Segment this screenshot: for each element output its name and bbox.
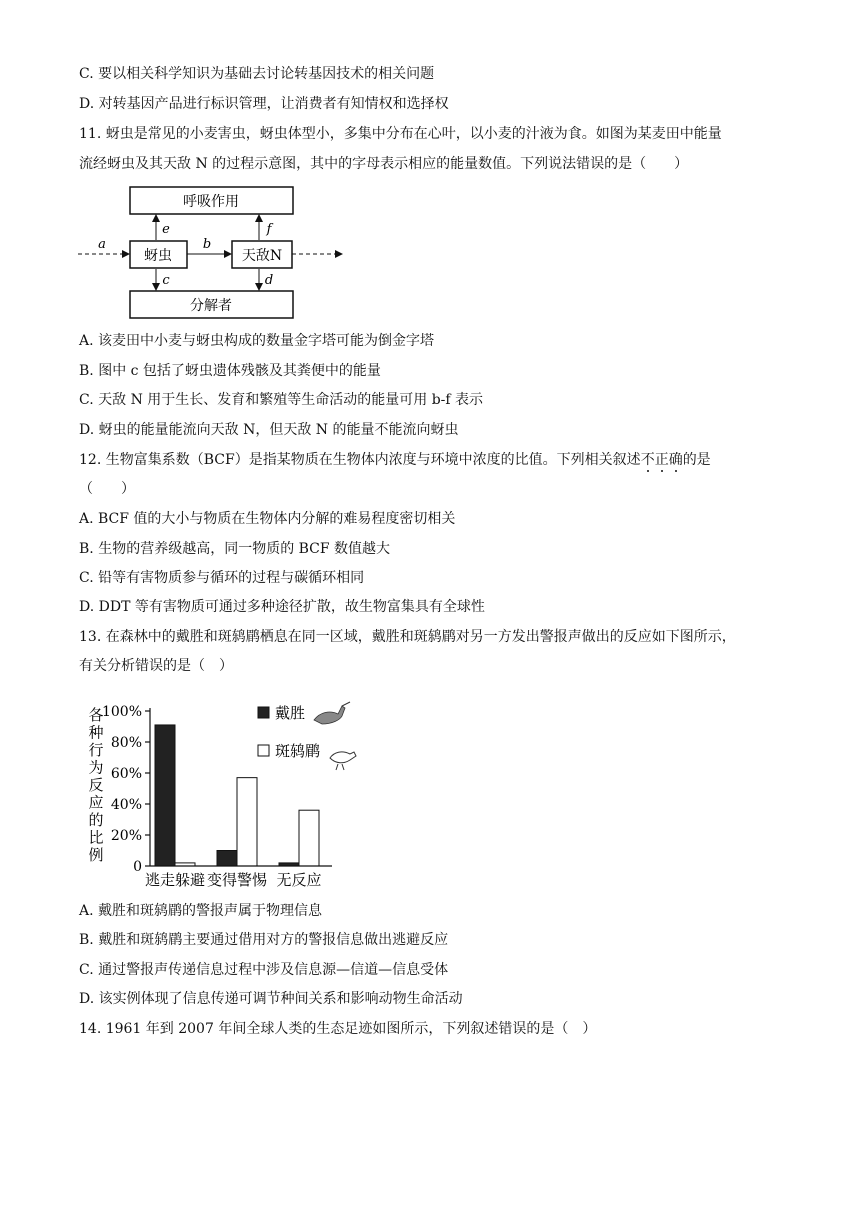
question-11-option-a: A. 该麦田中小麦与蚜虫构成的数量金字塔可能为倒金字塔 [79,333,435,349]
aphid-label: 蚜虫 [144,248,172,264]
question-11-option-d: D. 蚜虫的能量能流向天敌 N，但天敌 N 的能量不能流向蚜虫 [79,422,459,438]
x-tick-label: 逃走躲避 [144,871,206,889]
y-label-char: 应 [88,793,104,812]
legend-label: 斑鸫鹛 [275,742,321,760]
energy-flow-diagram [76,184,346,320]
bar-series-2 [237,778,257,866]
legend-swatch [258,745,269,756]
babbler-bird-icon [330,752,356,770]
question-12-option-b: B. 生物的营养级越高，同一物质的 BCF 数值越大 [79,541,391,557]
y-label-char: 种 [88,723,104,742]
y-label-char: 反 [88,776,104,794]
respiration-label: 呼吸作用 [183,194,239,210]
bar-series-1 [155,725,175,866]
question-13-option-c: C. 通过警报声传递信息过程中涉及信息源—信道—信息受体 [79,962,449,978]
question-12-stem-1 [79,450,711,470]
y-label-char: 各 [88,706,104,724]
bar-series-2 [299,810,319,866]
legend-swatch [258,707,269,718]
y-tick-label: 60% [110,766,142,782]
q12-emphasis: 不正确 [640,452,683,468]
question-11-stem-2: 流经蚜虫及其天敌 N 的过程示意图，其中的字母表示相应的能量数值。下列说法错误的是（ ） [79,156,689,172]
x-tick-label: 无反应 [276,871,322,889]
question-12-option-c: C. 铅等有害物质参与循环的过程与碳循环相同 [79,570,365,586]
question-11-stem-1: 11. 蚜虫是常见的小麦害虫，蚜虫体型小，多集中分布在心叶，以小麦的汁液为食。如图为某麦田中能量 [79,126,722,142]
option-c-prev: C. 要以相关科学知识为基础去讨论转基因技术的相关问题 [79,66,435,82]
y-label-char: 例 [88,846,104,864]
y-label-char: 比 [88,828,104,847]
label-e: e [162,222,170,237]
y-tick-label: 40% [110,797,142,813]
q12-stem-post: 的是 [682,452,711,468]
y-label-char: 的 [88,811,104,829]
enemy-label: 天敌N [241,248,283,264]
label-b: b [202,237,212,252]
x-tick-label: 变得警惕 [206,871,268,889]
label-d: d [264,273,274,288]
question-13-stem-1: 13. 在森林中的戴胜和斑鸫鹛栖息在同一区域，戴胜和斑鸫鹛对另一方发出警报声做出的反应如下图所示， [79,629,736,645]
question-13-option-a: A. 戴胜和斑鸫鹛的警报声属于物理信息 [79,903,323,919]
question-13-stem-2: 有关分析错误的是（ ） [79,658,233,674]
label-f: f [266,222,272,237]
label-a: a [98,237,106,252]
y-label-char: 为 [88,758,104,777]
option-d-prev: D. 对转基因产品进行标识管理，让消费者有知情权和选择权 [79,96,449,112]
question-12-option-d: D. DDT 等有害物质可通过多种途径扩散，故生物富集具有全球性 [79,599,485,615]
label-c: c [162,273,170,288]
question-11-option-c: C. 天敌 N 用于生长、发育和繁殖等生命活动的能量可用 b-f 表示 [79,392,484,408]
bar-series-1 [217,851,237,867]
hoopoe-bird-icon [314,702,350,724]
behavior-bar-chart [80,696,370,896]
q12-stem-pre: 12. 生物富集系数（BCF）是指某物质在生物体内浓度与环境中浓度的比值。下列相关叙述 [79,452,641,468]
y-axis-label [88,706,103,864]
question-11-option-b: B. 图中 c 包括了蚜虫遗体残骸及其粪便中的能量 [79,363,381,379]
question-13-option-b: B. 戴胜和斑鸫鹛主要通过借用对方的警报信息做出逃避反应 [79,932,449,948]
question-12-option-a: A. BCF 值的大小与物质在生物体内分解的难易程度密切相关 [79,511,456,527]
y-label-char: 行 [88,741,104,759]
question-14-stem: 14. 1961 年到 2007 年间全球人类的生态足迹如图所示，下列叙述错误的是（ ） [79,1021,597,1037]
y-tick-label: 100% [101,704,142,720]
legend-label: 戴胜 [275,704,306,722]
y-tick-label: 80% [110,735,142,751]
question-12-stem-2: （ ） [79,481,135,497]
question-13-option-d: D. 该实例体现了信息传递可调节种间关系和影响动物生命活动 [79,991,463,1007]
decomposer-label: 分解者 [190,298,232,314]
y-tick-label: 20% [110,828,142,844]
y-tick-label: 0 [133,859,142,875]
